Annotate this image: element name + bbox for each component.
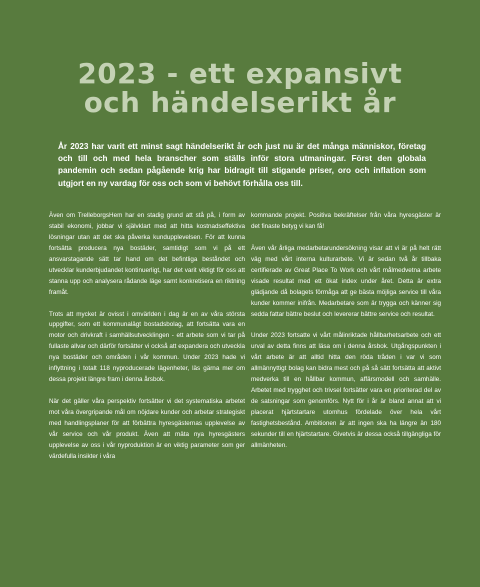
body-paragraph: Även om TrelleborgsHem har en stadig grund att stå på, i form av stabil ekonomi, jobbar vi självklart med att hitta kostnadseffektiva lösningar utan att det ska påverka kundupplevelsen. För att kunna fortsätta producera nya bostäder, samtidigt som vi på ett ansvarstagande sätt tar hand om det befintliga beståndet och utvecklar kunderbjudandet kontinuerligt, har det varit viktigt för oss att stanna upp och analysera rådande läge samt konkretisera en riktning framåt. <box>49 212 245 296</box>
page-title <box>0 60 480 118</box>
page-title-line-1: 2023 - ett expansivt <box>77 58 403 90</box>
body-paragraph: Även vår årliga medarbetarundersökning visar att vi är på helt rätt väg med vårt interna kulturarbete. Vi är sedan två år tillbaka certifierade av Great Place To Work och vårt målmedvetna arbete visade resultat med ett ökat index under året. Detta är extra glädjande då bolagets förmåga att ge bästa möjliga service till våra kunder kommer inifrån. Medarbetare som är trygga och känner sig sedda fattar bättre beslut och levererar bättre service och resultat. <box>251 244 441 318</box>
right-column <box>251 211 441 463</box>
body-paragraph: Trots att mycket är ovisst i omvärlden i dag är en av våra största uppgifter, som ett kommunalägt bostadsbolag, att fortsätta vara en motor och drivkraft i samhällsutvecklingen - ett arbete som vi tar på fullaste allvar och därför fortsätter vi också att expandera och utveckla nya bostäder och områden i vår kommun. Under 2023 hade vi inflyttning i totalt 118 nyproducerade lägenheter, läs gärna mer om dessa projekt längre fram i denna årsbok. <box>49 310 245 384</box>
body-paragraph: När det gäller våra perspektiv fortsätter vi det systematiska arbetet mot våra övergripande mål om nöjdare kunder och arbetar strategiskt med handlingsplaner för att förbättra hyresgästernas upplevelse av vår service och vår produkt. Även att mäta nya hyresgästers upplevelse av oss i vår nyproduktion är en viktig parameter som ger värdefulla insikter i våra <box>49 398 245 460</box>
intro-paragraph: År 2023 har varit ett minst sagt händelserikt år och just nu är det många människor, företag och till och med hela branscher som ställs inför stora utmaningar. Först den globala pandemin och sedan pågående krig har bidragit till stigande priser, oro och inflation som utgjort en ny vardag för oss och som vi behövt förhålla oss till. <box>58 142 426 188</box>
left-column <box>49 211 245 474</box>
body-paragraph: Under 2023 fortsatte vi vårt målinriktade hållbarhetsarbete och ett urval av detta finns att läsa om i denna årsbok. Utgångspunkten i vårt arbete är att alltid hitta den röda tråden i var vi som allmännyttigt bolag kan bidra mest och på så sätt fortsätta att aktivt medverka till en hållbar kommun, affärsmodell och samhälle. Arbetet med trygghet och trivsel fortsätter vara en prioriterad del av de satsningar som genomförs. Nytt för i år är bland annat att vi placerat hjärtstartare utomhus fördelade över hela vårt fastighetsbestånd. Ambitionen är att ingen ska ha längre än 180 sekunder till en hjärtstartare. Givetvis är dessa också tillgängliga för allmänheten. <box>251 332 441 449</box>
page-title-line-2: och händelserikt år <box>83 87 397 119</box>
body-paragraph: kommande projekt. Positiva bekräftelser från våra hyresgäster är det finaste betyg vi kan få! <box>251 212 441 230</box>
